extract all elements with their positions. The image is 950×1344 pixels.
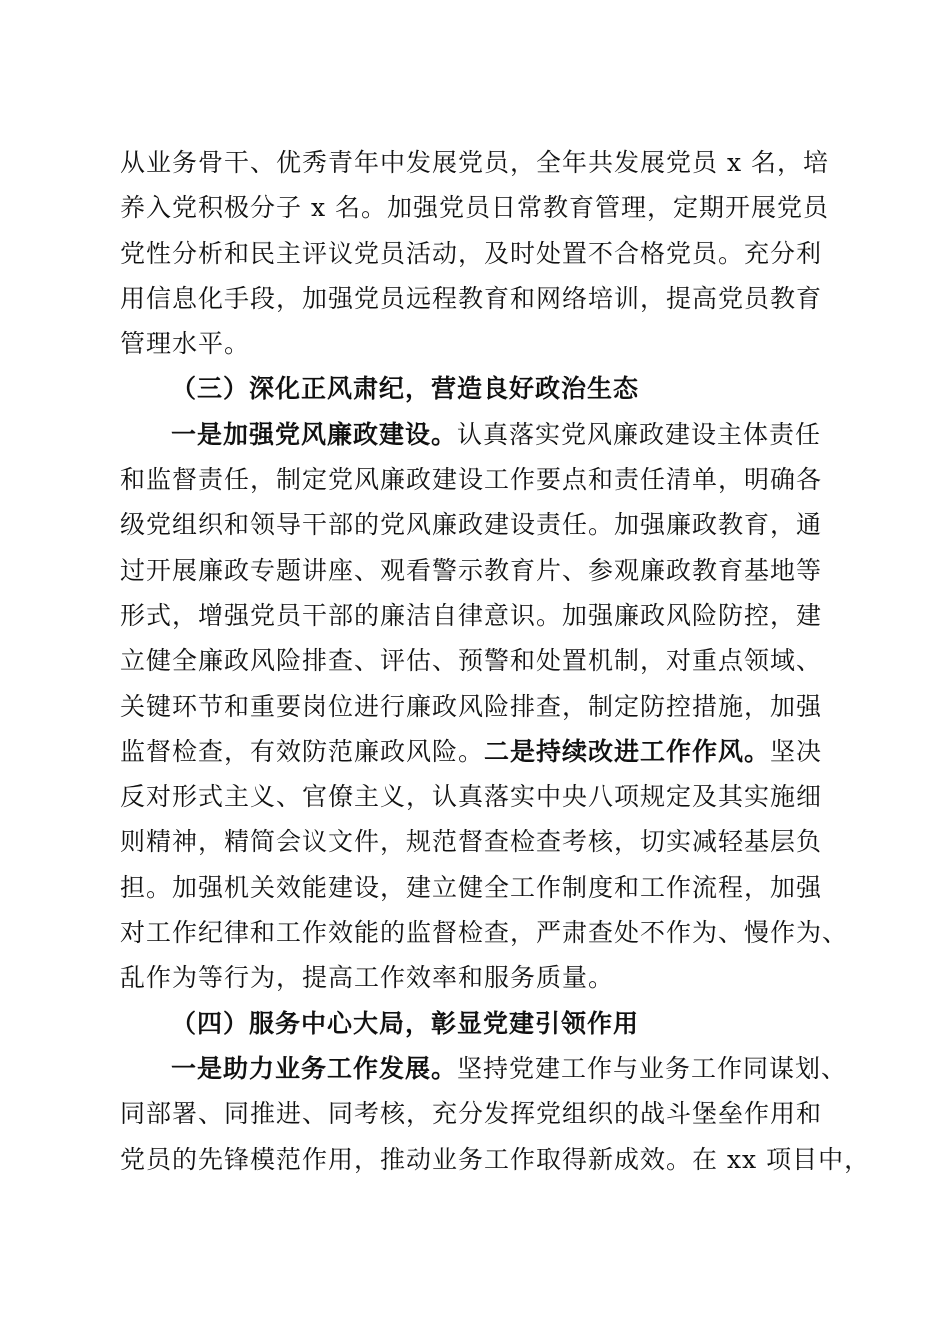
body-line-mixed bbox=[120, 729, 832, 774]
body-line: 过开展廉政专题讲座、观看警示教育片、参观廉政教育基地等 bbox=[120, 555, 823, 585]
section-heading-4: （四）服务中心大局，彰显党建引领作用 bbox=[171, 1008, 640, 1038]
body-line: 和监督责任，制定党风廉政建设工作要点和责任清单，明确各 bbox=[120, 465, 823, 495]
body-line: 养入党积极分子 x 名。加强党员日常教育管理，定期开展党员 bbox=[120, 193, 829, 223]
body-line: 形式，增强党员干部的廉洁自律意识。加强廉政风险防控，建 bbox=[120, 600, 823, 630]
body-line: 从业务骨干、优秀青年中发展党员，全年共发展党员 x 名，培 bbox=[120, 148, 829, 177]
body-line: 级党组织和领导干部的党风廉政建设责任。加强廉政教育，通 bbox=[120, 510, 823, 540]
line-text: 监督检查，有效防范廉政风险。 bbox=[120, 736, 485, 766]
paragraph-lead-text: 坚持党建工作与业务工作同谋划、 bbox=[457, 1053, 848, 1083]
body-line: 党员的先锋模范作用，推动业务工作取得新成效。在 xx 项目中， bbox=[120, 1144, 871, 1174]
paragraph-first-line bbox=[120, 412, 832, 457]
body-line: 管理水平。 bbox=[120, 329, 251, 359]
paragraph-lead-bold: 二是持续改进工作作风。 bbox=[484, 736, 771, 766]
body-line: 乱作为等行为，提高工作效率和服务质量。 bbox=[120, 963, 615, 993]
body-line: 立健全廉政风险排查、评估、预警和处置机制，对重点领域、 bbox=[120, 646, 823, 676]
body-line: 用信息化手段，加强党员远程教育和网络培训，提高党员教育 bbox=[120, 283, 823, 313]
paragraph-first-line bbox=[120, 1046, 848, 1091]
paragraph-lead-text: 认真落实党风廉政建设主体责任 bbox=[457, 419, 822, 449]
body-line: 对工作纪律和工作效能的监督检查，严肃查处不作为、慢作为、 bbox=[120, 918, 849, 948]
body-line: 反对形式主义、官僚主义，认真落实中央八项规定及其实施细 bbox=[120, 782, 823, 812]
body-line: 同部署、同推进、同考核，充分发挥党组织的战斗堡垒作用和 bbox=[120, 1099, 823, 1129]
paragraph-lead-bold: 一是加强党风廉政建设。 bbox=[171, 419, 458, 449]
document-body bbox=[120, 140, 871, 1182]
body-line: 则精神，精简会议文件，规范督查检查考核，切实减轻基层负 bbox=[120, 827, 823, 857]
section-heading-3: （三）深化正风肃纪，营造良好政治生态 bbox=[171, 374, 640, 404]
body-line: 担。加强机关效能建设，建立健全工作制度和工作流程，加强 bbox=[120, 872, 823, 902]
body-line: 关键环节和重要岗位进行廉政风险排查，制定防控措施，加强 bbox=[120, 691, 823, 721]
paragraph-lead-bold: 一是助力业务工作发展。 bbox=[171, 1053, 458, 1083]
line-text: 坚决 bbox=[770, 736, 823, 766]
body-line: 党性分析和民主评议党员活动，及时处置不合格党员。充分利 bbox=[120, 238, 823, 268]
